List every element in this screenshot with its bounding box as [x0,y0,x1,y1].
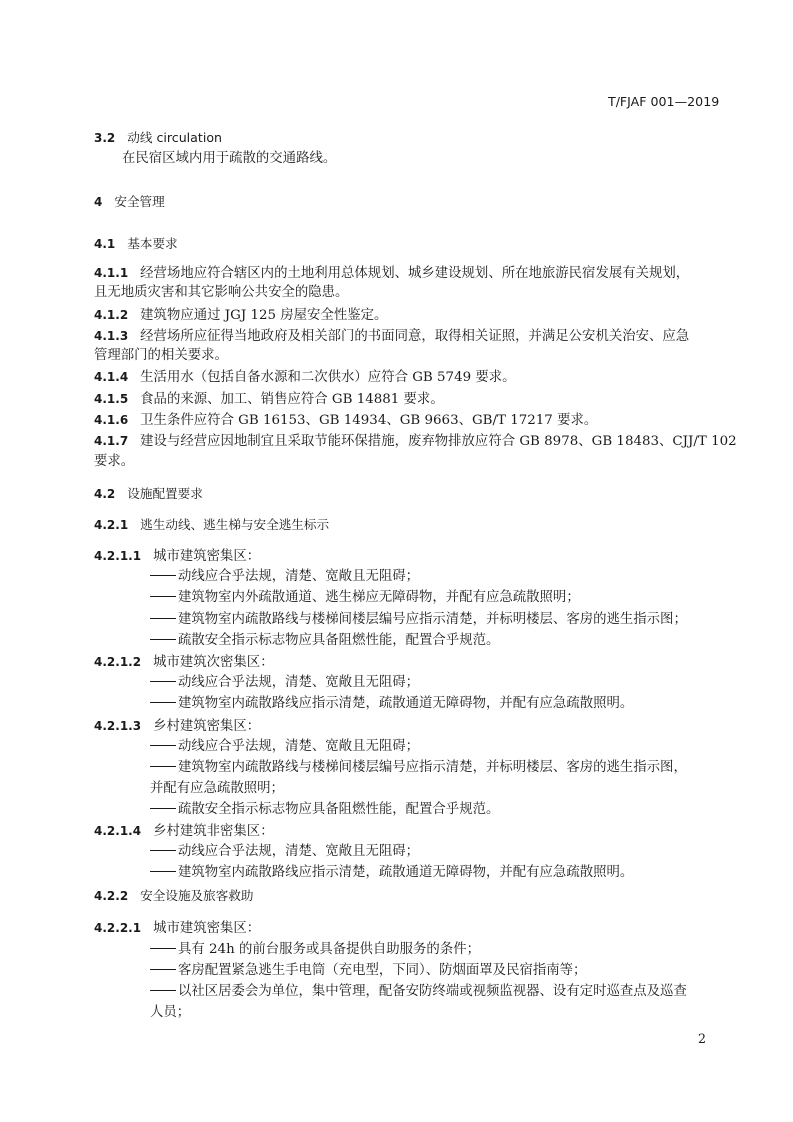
line-text: 在民宿区域内用于疏散的交通路线。 [122,151,337,166]
line-text: 乡村建筑密集区： [153,719,261,734]
clause-line [94,411,597,430]
line-text: 逃生动线、逃生梯与安全逃生标示 [140,517,330,532]
line-text: 客房配置紧急逃生手电筒（充电型，下同）、防烟面罩及民宿指南等； [178,963,587,978]
em-dash-marker [150,871,176,872]
clause-line [94,432,737,451]
list-item [150,801,499,819]
clause-number: 4.2.1 [94,518,129,532]
clause-number: 4.2 [94,487,116,501]
line-text: 安全设施及旅客救助 [140,888,254,903]
clause-line [94,390,444,409]
em-dash-marker [150,596,176,597]
line-text: 城市建筑次密集区： [153,655,274,670]
line-text: 建筑物室内外疏散通道、逃生梯应无障碍物，并配有应急疏散照明； [178,590,580,605]
text-line [94,284,348,302]
line-text: 卫生条件应符合 GB 16153、GB 14934、GB 9663、GB/T 17217 要求。 [140,413,598,428]
clause-number: 4.1.6 [94,413,129,427]
text-line [150,780,284,798]
list-item [150,759,687,777]
clause-number: 4.2.2.1 [94,921,142,935]
list-item [150,843,419,861]
line-text: 建筑物室内疏散路线与楼梯间楼层编号应指示清楚，并标明楼层、客房的逃生指示图， [178,760,687,775]
section-heading [94,129,222,148]
clause-number: 4.2.1.2 [94,655,142,669]
line-text: 城市建筑密集区： [153,921,261,936]
em-dash-marker [150,575,176,576]
list-item [150,962,586,980]
clause-line [94,264,689,283]
clause-line [94,368,516,387]
section-heading [94,485,203,504]
clause-number: 4.2.1.4 [94,824,142,838]
list-item [150,864,633,882]
section-heading [94,235,178,254]
clause-number: 4.1 [94,237,116,251]
clause-line [94,306,387,325]
list-item [150,695,633,713]
em-dash-marker [150,745,176,746]
line-text: 建筑物室内疏散路线与楼梯间楼层编号应指示清楚，并标明楼层、客房的逃生指示图； [178,612,687,627]
line-text: 管理部门的相关要求。 [94,348,228,363]
line-text: 以社区居委会为单位，集中管理，配备安防终端或视频监视器、设有定时巡查点及巡查 [178,984,687,999]
line-text: 疏散安全指示标志物应具备阻燃性能，配置合乎规范。 [178,802,500,817]
line-text: 且无地质灾害和其它影响公共安全的隐患。 [94,285,349,300]
line-text: 建筑物室内疏散路线应指示清楚，疏散通道无障碍物，并配有应急疏散照明。 [178,865,634,880]
em-dash-marker [150,990,176,991]
em-dash-marker [150,681,176,682]
em-dash-marker [150,969,176,970]
line-text: 生活用水（包括自备水源和二次供水）应符合 GB 5749 要求。 [140,370,516,385]
list-item [150,941,480,959]
line-text: 基本要求 [127,236,178,251]
clause-line [94,327,689,346]
line-text: 安全管理 [114,194,165,209]
clause-number: 4.1.3 [94,329,129,343]
line-text: 要求。 [94,454,135,469]
list-item [150,738,419,756]
list-item [150,611,687,629]
page-number: 2 [698,1031,707,1046]
clause-line [94,717,260,736]
clause-number: 4.1.5 [94,392,129,406]
text-line [150,1004,190,1022]
list-item [150,589,580,607]
line-text: 建筑物室内疏散路线应指示清楚，疏散通道无障碍物，并配有应急疏散照明。 [178,696,634,711]
text-line [94,347,228,365]
line-text: 疏散安全指示标志物应具备阻燃性能，配置合乎规范。 [178,633,500,648]
line-text: 经营场地应符合辖区内的土地利用总体规划、城乡建设规划、所在地旅游民宿发展有关规划， [140,266,690,281]
line-text: 动线应合乎法规，清楚、宽敞且无阻碍； [178,675,420,690]
clause-number: 4.2.2 [94,889,129,903]
line-text: 人员； [150,1005,191,1020]
clause-number: 4 [94,195,103,209]
line-text: 动线应合乎法规，清楚、宽敞且无阻碍； [178,844,420,859]
line-text: 食品的来源、加工、销售应符合 GB 14881 要求。 [140,392,444,407]
line-text: 设施配置要求 [127,486,203,501]
line-text: 建筑物应通过 JGJ 125 房屋安全性鉴定。 [140,308,388,323]
clause-line [94,919,260,938]
line-text: 动线应合乎法规，清楚、宽敞且无阻碍； [178,739,420,754]
clause-line [94,822,274,841]
line-text: 具有 24h 的前台服务或具备提供自助服务的条件； [178,942,480,957]
line-text: 并配有应急疏散照明； [150,781,284,796]
clause-number: 4.2.1.1 [94,549,142,563]
line-text: 动线 circulation [127,130,223,145]
em-dash-marker [150,948,176,949]
clause-number: 4.1.1 [94,266,129,280]
list-item [150,983,687,1001]
line-text: 城市建筑密集区： [153,549,261,564]
section-heading [94,887,254,906]
line-text: 动线应合乎法规，清楚、宽敞且无阻碍； [178,569,420,584]
em-dash-marker [150,850,176,851]
list-item [150,632,499,650]
list-item [150,568,419,586]
clause-line [94,547,260,566]
clause-number: 3.2 [94,131,116,145]
em-dash-marker [150,618,176,619]
standard-code: T/FJAF 001—2019 [608,94,720,109]
em-dash-marker [150,639,176,640]
line-text: 建设与经营应因地制宜且采取节能环保措施，废弃物排放应符合 GB 8978、GB 18483、CJJ/T 102 [140,434,737,449]
clause-number: 4.2.1.3 [94,719,142,733]
section-heading [94,516,329,535]
em-dash-marker [150,766,176,767]
clause-number: 4.1.7 [94,434,129,448]
clause-number: 4.1.2 [94,308,129,322]
em-dash-marker [150,808,176,809]
clause-number: 4.1.4 [94,370,129,384]
text-line [122,150,336,168]
line-text: 经营场所应征得当地政府及相关部门的书面同意，取得相关证照，并满足公安机关治安、应急 [140,329,690,344]
em-dash-marker [150,702,176,703]
list-item [150,674,419,692]
line-text: 乡村建筑非密集区： [153,824,274,839]
clause-line [94,653,274,672]
text-line [94,453,134,471]
section-heading [94,193,165,212]
